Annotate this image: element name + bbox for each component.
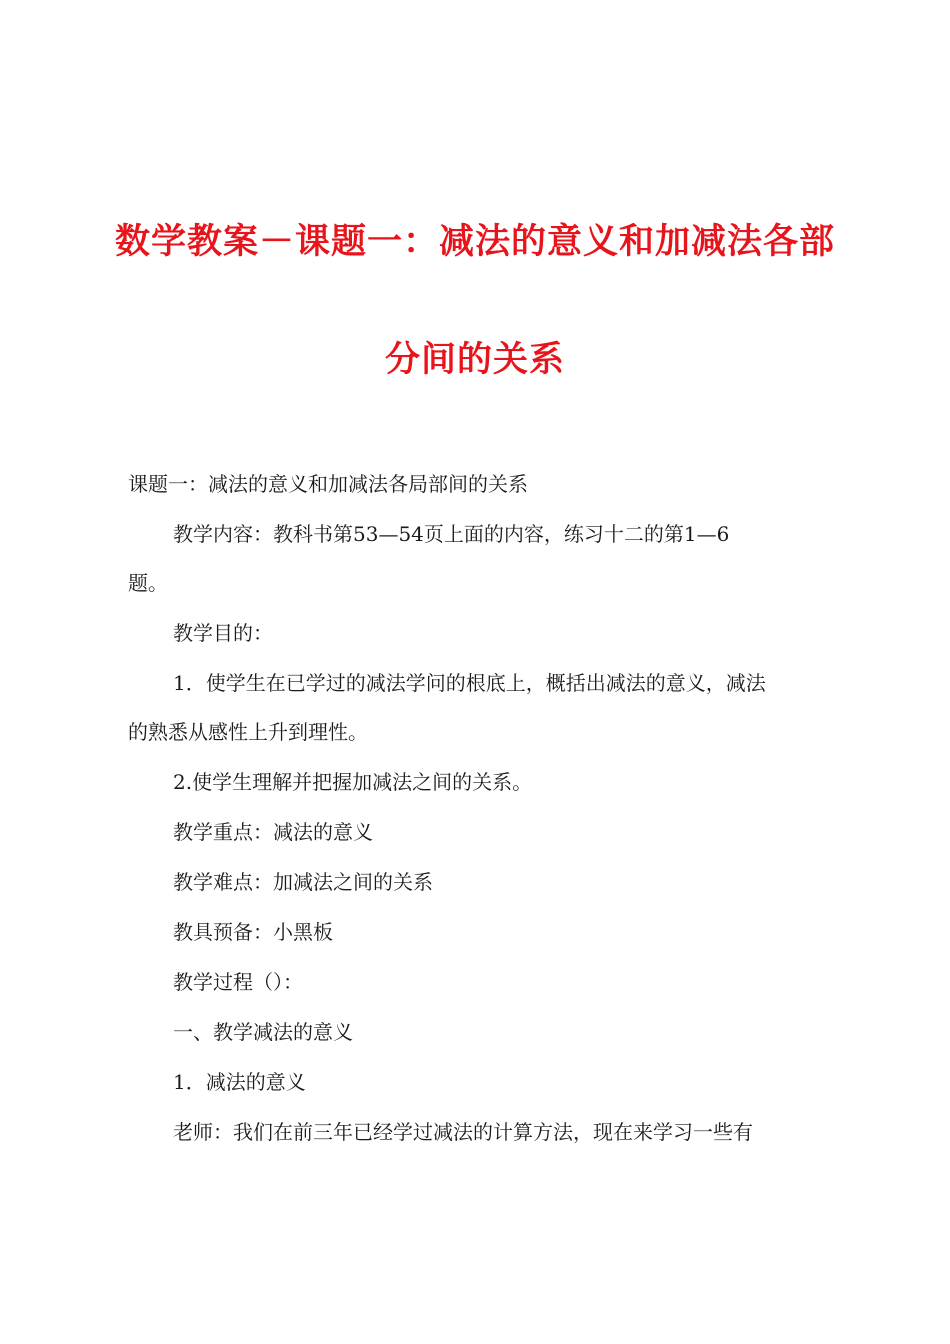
teaching-difficulty: 教学难点：加减法之间的关系	[173, 870, 433, 894]
lesson-heading: 课题一：减法的意义和加减法各局部间的关系	[128, 472, 528, 496]
teaching-key-point: 教学重点：减法的意义	[173, 820, 373, 844]
teaching-aids: 教具预备：小黑板	[173, 920, 333, 944]
teaching-process-label: 教学过程（）：	[173, 970, 303, 994]
teaching-content-line-2: 题。	[128, 571, 168, 595]
goal-1-line-2: 的熟悉从感性上升到理性。	[128, 720, 368, 744]
teaching-goals-label: 教学目的：	[173, 621, 273, 645]
section-1-heading: 一、教学减法的意义	[173, 1020, 353, 1044]
document-title-line-2: 分间的关系	[384, 339, 565, 380]
document-title-line-1: 数学教案－课题一：减法的意义和加减法各部	[114, 221, 835, 262]
teacher-line: 老师：我们在前三年已经学过减法的计算方法，现在来学习一些有	[173, 1120, 753, 1144]
subsection-1-heading: 1．减法的意义	[173, 1070, 306, 1094]
goal-1-line-1: 1．使学生在已学过的减法学问的根底上，概括出减法的意义，减法	[173, 671, 766, 695]
goal-2: 2.使学生理解并把握加减法之间的关系。	[173, 770, 533, 794]
teaching-content-line-1: 教学内容：教科书第53—54页上面的内容，练习十二的第1—6	[173, 522, 730, 546]
